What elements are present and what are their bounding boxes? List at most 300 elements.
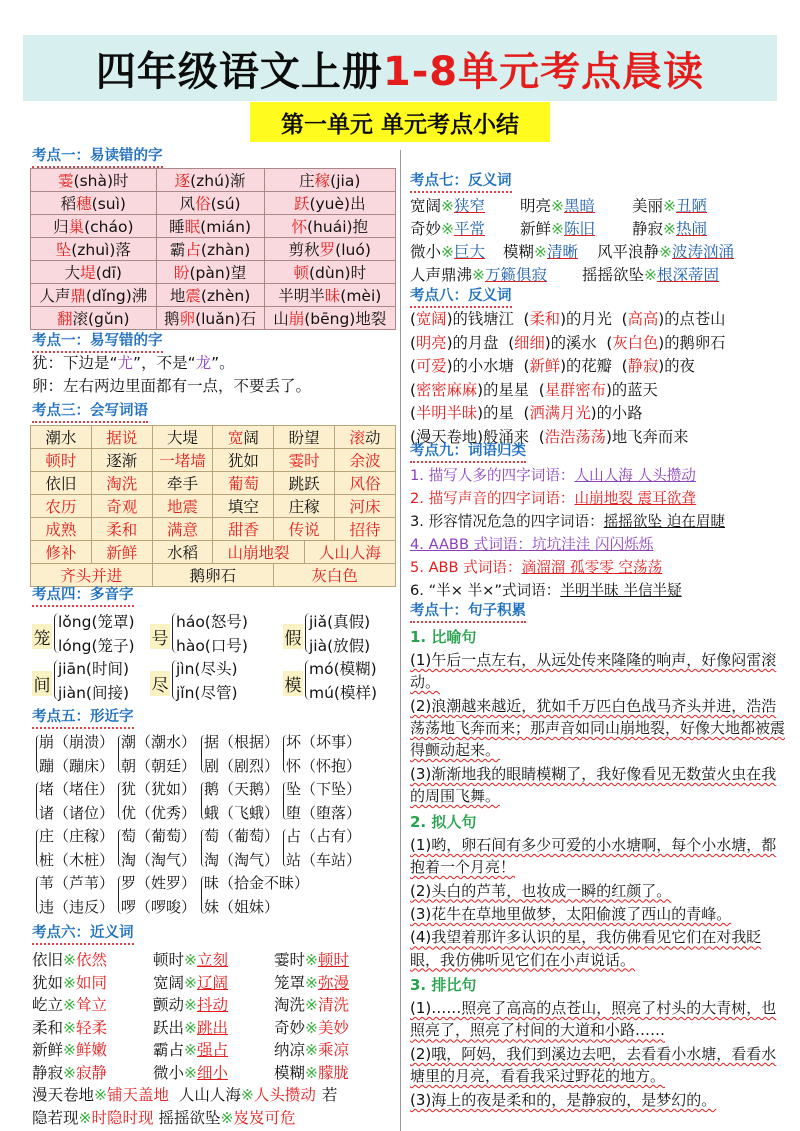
word: 笼罩 [274,973,306,992]
table-cell [274,564,396,587]
highlighted-char: 霎 [58,172,74,190]
word: 淘洗 [274,996,306,1014]
antonym-pair [632,218,707,240]
table-row [31,169,396,192]
cell-text: 地 [169,287,186,305]
vocab-word: 齐头并进 [60,567,123,585]
classification-words: 山崩地裂 震耳欲聋 [574,490,696,507]
table-cell [264,215,395,238]
reference-mark-icon: ※ [63,951,77,969]
synonym: 立刻 [197,951,229,969]
synonym: 寂静 [76,1063,108,1082]
table-row [31,495,396,518]
spacer [597,334,607,352]
fill-word: 高高 [627,310,659,328]
highlighted-char: 巢 [68,218,85,236]
phrase-line [410,379,658,401]
classification-item [410,489,696,509]
antonym: 黑暗 [564,197,596,215]
writing-note-1 [32,352,235,374]
table-cell [31,307,157,330]
phrase-suffix: 的点苍山 [664,310,726,328]
reference-mark-icon: ※ [305,951,319,969]
cell-text: 归 [53,218,69,236]
word: 人声鼎沸 [410,266,473,284]
phrase-suffix: 的月盘 [452,333,499,352]
reference-mark-icon: ※ [63,996,77,1014]
reference-mark-icon: ※ [63,1063,77,1082]
reference-mark-icon: ※ [63,973,77,992]
antonym-pair [582,264,719,286]
pinyin-text: (dī) [95,264,122,282]
classification-words: 摇摇欲坠 迫在眉睫 [603,513,726,530]
section-heading-5: 考点五：形近字 [32,709,134,729]
vocab-word: 甜香 [227,521,259,539]
table-cell [156,169,264,192]
fill-word: 静寂 [627,357,659,375]
highlighted-char: 眠 [184,218,201,236]
similar-char-item: 坠（下坠） [286,780,362,798]
vocab-word: 据说 [106,429,138,447]
phrase-suffix: 的星 [483,404,514,422]
bracket: ) [446,357,453,375]
pinyin-text: (jia) [330,172,361,190]
table-cell [335,472,396,495]
synonym-pair [153,972,228,994]
antonym: 根深蒂固 [657,266,720,284]
vocab-word: 河床 [349,498,381,516]
classification-label: 2. 描写声音的四字词语： [410,490,575,507]
spacer [612,357,622,375]
classification-item [410,512,725,532]
antonym: 丑陋 [676,197,708,215]
table-cell [91,426,152,449]
table-cell [31,518,92,541]
sentence-text: (2)浪潮越来越近，犹如千万匹白色战马齐头并进，浩浩荡荡地飞奔而来；那声音如同山崩地裂，好像大地都被震得颤动起来。 [410,696,786,760]
antonym-pair [410,241,485,263]
classification-label: 4. AABB 式词语： [410,536,532,553]
cell-text: 庄 [299,172,315,190]
table-row [31,472,396,495]
phrase-suffix: 的鹅卵石 [664,333,726,352]
pinyin-text: (zhàn) [200,241,251,259]
sentence-item [410,880,790,902]
table-cell [274,472,335,495]
note-char-correct: 尤 [117,354,134,372]
reading-1: mó(模糊) [309,660,377,678]
sentence-item [410,1089,790,1111]
fill-word: 宽阔 [415,310,447,328]
classification-label: 1. 描写人多的四字词语： [410,467,575,484]
table-cell [31,449,92,472]
reference-mark-icon: ※ [220,1109,234,1127]
reference-mark-icon: ※ [305,1018,319,1037]
phrase-suffix: 的星星 [483,380,530,399]
cell-text: 大 [64,264,81,282]
synonym: 人头攒动 [253,1086,316,1104]
table-cell [156,261,264,284]
pinyin-text: (zhuì)落 [71,241,131,259]
reading-1: háo(怒号) [176,613,248,631]
similar-char-item: 苇（芦苇） [39,874,115,892]
bracket: ( [523,404,530,422]
table-cell [264,192,395,215]
word: 纳凉 [274,1041,306,1059]
vocab-word: 逐渐 [106,452,138,470]
bracket: ) [560,357,567,375]
word: 屹立 [32,996,64,1014]
highlighted-char: 罗 [319,241,336,259]
section-heading-8: 考点八：反义词 [410,288,512,308]
table-cell [31,169,157,192]
sentence-text: (3)花牛在草地里做梦，太阳偷渡了西山的青峰。 [410,905,732,923]
reference-mark-icon: ※ [305,973,319,992]
word: 新鲜 [520,220,552,238]
sentence-group-title: 3. 排比句 [410,976,477,995]
table-row [31,192,396,215]
reference-mark-icon: ※ [184,996,198,1014]
table-cell [264,238,395,261]
fill-word: 可爱 [415,357,447,375]
antonym: 波涛汹涌 [672,243,735,261]
section-heading-4: 考点四：多音字 [32,587,134,607]
word: 人山人海 [178,1086,241,1104]
table-row [31,238,396,261]
vocab-word: 新鲜 [106,544,138,562]
bracket: ) [446,333,453,352]
fill-word: 浩浩荡荡 [544,427,606,446]
synonym: 强占 [197,1041,229,1059]
table-cell [156,238,264,261]
table-cell [213,472,274,495]
pinyin-text: (luó) [335,241,371,259]
sentence-item [410,695,790,762]
table-cell [274,518,335,541]
reference-mark-icon: ※ [63,1041,77,1059]
similar-char-item: 诸（诸位） [39,804,115,822]
antonym-pair [503,241,578,263]
table-cell [274,495,335,518]
phrase-line [410,355,695,377]
reading-1: jìn(尽头) [176,660,238,678]
vocab-word: 盼望 [288,429,320,447]
antonym-pair [410,264,547,286]
synonym-pair [274,1062,349,1084]
sentence-item [410,763,790,807]
classification-words: 坑坑洼洼 闪闪烁烁 [531,536,654,553]
table-cell [274,426,335,449]
note-text: 犹：下边是“ [32,354,118,372]
vocab-word: 霎时 [288,452,320,470]
reference-mark-icon: ※ [305,996,319,1014]
reading-2: jià(放假) [309,637,371,655]
bracket: ( [410,357,416,375]
word: 静寂 [32,1063,64,1082]
bracket: ) [590,404,597,422]
table-cell [31,238,157,261]
reference-mark-icon: ※ [659,243,673,261]
similar-char-item: 据（根据） [204,733,280,751]
table-row [31,564,396,587]
reference-mark-icon: ※ [184,1063,198,1082]
synonym-pair [32,1039,107,1061]
similar-char-item: 啰（啰唆） [121,898,197,916]
fill-word: 半明半昧 [415,404,478,422]
vocabulary-table [30,425,396,587]
highlighted-char: 俗 [195,195,211,213]
table-cell [152,541,213,564]
word: 奇妙 [274,1018,306,1037]
similar-char-item: 庄（庄稼） [39,827,115,845]
cell-text: 剪秋 [288,241,320,259]
reference-mark-icon: ※ [663,220,677,238]
synonym-pair-long [32,1084,337,1106]
synonym: 依然 [76,951,108,969]
vocab-word: 鹅卵石 [189,567,237,585]
highlighted-char: 翻 [56,310,73,328]
table-cell [31,426,92,449]
highlighted-char: 堤 [80,264,96,282]
vocab-word: 修补 [45,544,77,562]
reference-mark-icon: ※ [441,220,455,238]
similar-char-item: 犹（犹如） [121,780,197,798]
bracket: ( [410,310,416,328]
bracket: ) [446,310,453,328]
word: 新鲜 [32,1041,64,1059]
synonym: 鲜嫩 [76,1041,108,1059]
table-cell [91,541,152,564]
table-cell [213,426,274,449]
synonym: 抖动 [197,996,229,1014]
phrase-suffix: 的月光 [566,310,612,328]
bracket: ( [410,380,416,399]
synonym: 朦胧 [318,1063,350,1082]
similar-char-item: 崩（崩溃） [39,733,115,751]
highlighted-char: 昧 [324,287,341,305]
synonym-pair [274,972,349,994]
table-cell [31,192,157,215]
reference-mark-icon: ※ [305,1041,319,1059]
reference-mark-icon: ※ [441,197,455,215]
sentence-text: (3)渐渐地我的眼睛模糊了，我好像看见无数萤火虫在我的周围飞舞。 [410,765,777,806]
bracket: ( [523,357,530,375]
similar-char-item: 朝（朝廷） [121,757,197,775]
antonym-pair [632,195,707,217]
similar-char-item: 蛾（飞蛾） [204,804,280,822]
table-cell [152,472,213,495]
phrase-suffix: 地飞奔而来 [611,427,689,446]
sentence-text: (1)午后一点左右，从远处传来隆隆的响声，好像闷雷滚动。 [410,651,777,692]
word: 依旧 [32,951,64,969]
antonym-pair [520,195,595,217]
vocab-word: 填空 [227,498,259,516]
synonym-pair [153,949,228,971]
vocab-word: 依旧 [45,475,77,493]
similar-char-item: 怀（怀抱） [286,757,362,775]
bracket: ( [538,380,545,399]
highlighted-char: 鼎 [70,287,86,305]
table-row [31,215,396,238]
word: 静寂 [632,220,664,238]
bracket: ( [606,333,613,352]
table-cell [91,495,152,518]
sentence-item [410,903,790,925]
word: 微小 [410,243,442,261]
similar-char-item: 淘（淘气） [121,851,197,869]
table-cell [31,564,153,587]
reading-2: hào(口号) [176,637,248,655]
pinyin-text: (zhú)渐 [190,172,246,190]
word: 美丽 [632,197,664,215]
vocab-word: 宽 [227,429,244,447]
section-heading-6: 考点六：近义词 [32,925,134,945]
section-heading-3: 考点三：会写词语 [32,403,148,423]
table-cell [274,449,335,472]
polyphone-char: 号 [150,624,170,649]
table-cell [264,169,395,192]
table-row [31,284,396,307]
fill-word: 细细 [514,333,545,352]
classification-words: 半明半昧 半信半疑 [560,582,682,599]
antonym: 热闹 [676,220,708,238]
classification-item [410,558,662,578]
word-fragment: 隐若现 [32,1109,79,1127]
highlighted-char: 稼 [314,172,331,190]
similar-char-item: 妹（姐妹） [204,898,280,916]
similar-char-item: 剧（剧烈） [204,757,280,775]
table-cell [156,284,264,307]
highlighted-char: 盼 [173,264,190,282]
word: 跃出 [153,1018,185,1037]
bracket: ( [410,427,416,446]
fill-word: 星群密布 [544,380,606,399]
highlighted-char: 占 [185,241,201,259]
phrase-line [410,402,643,424]
vocab-word: 风俗 [349,475,381,493]
word: 模糊 [274,1063,306,1082]
similar-char-item: 蹦（蹦床） [39,757,115,775]
table-cell [31,261,157,284]
cell-text: 鹅 [164,310,180,328]
table-cell [213,541,304,564]
synonym: 美妙 [318,1018,350,1037]
synonym: 铺天盖地 [107,1086,170,1104]
similar-char-item: 淘（淘气） [204,851,280,869]
similar-char-item: 站（车站） [286,851,362,869]
synonym-pair [274,1039,349,1061]
classification-item [410,581,682,601]
table-cell [31,495,92,518]
table-cell [152,426,213,449]
vocab-word: 顿时 [45,452,77,470]
table-cell [31,284,157,307]
vocab-word-tail: 动 [365,429,381,447]
classification-label: 6. “半× 半×”式词语： [410,582,561,599]
vocab-word: 柔和 [106,521,138,539]
vocab-word: 成熟 [45,521,77,539]
synonym-pair [274,1017,349,1039]
table-cell [304,541,395,564]
table-cell [264,261,395,284]
antonym-pair [410,195,485,217]
table-cell [156,215,264,238]
similar-char-item: 潮（潮水） [121,733,197,751]
antonym: 巨大 [454,243,486,261]
vocab-word: 庄稼 [288,498,320,516]
table-cell [213,495,274,518]
section-heading-2: 考点一：易写错的字 [32,333,163,353]
column-divider [400,150,401,1131]
classification-label: 5. ABB 式词语： [410,559,522,576]
spacer [529,381,539,399]
pinyin-text: (sú) [210,195,241,213]
synonym-pair [153,1039,228,1061]
bracket: ( [410,333,416,352]
note-text: ”，不是“ [133,354,196,372]
fill-word: 洒满月光 [529,404,591,422]
cell-text: 稻 [60,195,77,213]
vocab-word: 人山人海 [318,544,381,562]
pinyin-text: (dùn)时 [308,264,367,282]
table-cell [264,284,395,307]
title-highlight: 1-8单元考点晨读 [382,48,705,95]
section-heading-10: 考点十：句子积累 [410,603,526,623]
vocab-word: 奇观 [106,498,138,516]
synonym-pair [274,994,349,1016]
fill-word: 柔和 [529,310,561,328]
bracket: ( [523,310,530,328]
reference-mark-icon: ※ [441,243,455,261]
sentence-text: (1)哟，卵石间有多少可爱的小水塘啊，每个小水塘，都抱着一个月亮！ [410,835,777,876]
similar-char-item: 鹅（天鹅） [204,780,280,798]
pinyin-text: (pàn)望 [189,264,247,282]
synonym: 耸立 [76,996,108,1014]
fill-word: 密密麻麻 [415,380,478,399]
word: 微小 [153,1063,185,1082]
polyphone-char: 间 [32,671,52,696]
reading-1: jiǎ(真假) [309,613,371,631]
word: 柔和 [32,1018,64,1037]
reference-mark-icon: ※ [551,197,565,215]
classification-item [410,466,696,486]
synonym: 岌岌可危 [233,1109,296,1127]
vocab-word: 农历 [45,498,77,516]
reading-2: lóng(笼子) [58,637,135,655]
vocab-word: 滚 [349,429,366,447]
table-row [31,518,396,541]
similar-char-item: 罗（姓罗） [121,874,197,892]
page-title [23,35,777,101]
phrase-line [410,332,725,354]
spacer [529,428,539,446]
synonym: 顿时 [318,951,350,969]
pinyin-text: (shà)时 [73,172,129,190]
reference-mark-icon: ※ [184,951,198,969]
table-row [31,541,396,564]
synonym-pair [153,994,228,1016]
bracket: ( [621,310,628,328]
bracket: ( [538,427,545,446]
cell-text: 风 [179,195,196,213]
synonym: 清洗 [318,996,350,1014]
sentence-item [410,997,790,1041]
table-row [31,426,396,449]
section-heading-9: 考点九：词语归类 [410,443,526,463]
bracket: ( [508,333,515,352]
phrase-suffix: 般涌来 [483,427,530,446]
vocab-word: 传说 [288,521,320,539]
bracket: ) [658,333,665,352]
